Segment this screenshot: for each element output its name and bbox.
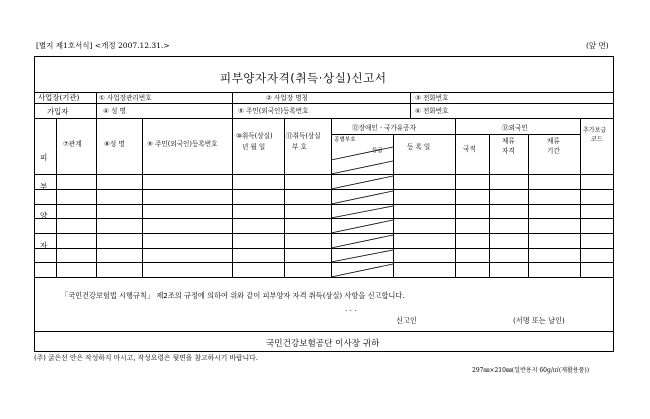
col-disability: ⑫장애인ㆍ국가유공자 [352,124,416,132]
signature-label: (서명 또는 날인) [513,316,565,325]
footnote: (주) 굵은선 안은 작성하지 마시고, 작성요령은 뒷면을 참고하시기 바랍니다. [34,354,258,362]
page-side: (앞 면) [586,41,609,50]
col-acq-top: ⑩취득(상실) [236,132,273,140]
form-number: [별지 제1호서식] <개정 2007.12.31.> [36,41,170,50]
workplace-phone-label: ③ 전화번호 [415,94,449,102]
col-relation: ⑦관계 [63,140,82,148]
col-type-code: 종별부호 [334,137,356,143]
col-stay-period-2: 기간 [547,147,560,155]
col-acq-bottom: 년 월 일 [242,143,266,151]
side-label-2: 부 [40,182,48,191]
page-title: 피부양자자격(취득·상실)신고서 [220,71,387,85]
col-stay-period-1: 체류 [547,137,560,145]
side-label-3: 양 [40,211,48,220]
declaration-text: 「국민건강보험법 시행규칙」 제2조의 규정에 의하여 위와 같이 피부양자 자격 취득(상실) 사항을 신고합니다. [61,291,405,300]
mgmt-no-label: ① 사업장관리번호 [99,94,152,102]
date-dots: . . . [345,304,357,313]
subscriber-label: 가입자 [47,107,69,116]
workplace-name-label: ② 사업장 명칭 [266,94,308,102]
col-rrn: ⑨ 주민(외국인)등록번호 [147,140,218,148]
side-label-4: 자 [40,241,48,250]
paper-spec: 297㎜×210㎜(일반용지 60g/㎡(재활용품)) [472,367,590,374]
subscriber-name-label: ④ 성 명 [103,107,126,115]
col-grade: 등급 [372,148,383,154]
col-reg-date: 등 록 일 [407,143,431,151]
col-stay-status-1: 체류 [502,137,515,145]
subscriber-phone-label: ⑥ 전화번호 [415,107,449,115]
recipient: 국민건강보험공단 이사장 귀하 [266,339,380,349]
col-loss-bottom: 부 호 [292,143,307,151]
side-label-1: 피 [40,153,48,162]
col-code-1: 추가보급 [583,127,607,134]
col-nationality: 국적 [463,145,476,153]
col-foreigner: ⑬외국인 [502,124,528,132]
reporter-label: 신고인 [396,316,417,325]
subscriber-rrn-label: ⑤ 주민(외국인)등록번호 [238,107,309,115]
col-loss-top: ⑪취득(상실 [286,132,321,140]
col-name: ⑧성 명 [104,140,125,148]
col-stay-status-2: 자격 [502,147,515,155]
col-code-2: 코드 [591,136,603,143]
workplace-label: 사업장(기관) [38,93,80,102]
